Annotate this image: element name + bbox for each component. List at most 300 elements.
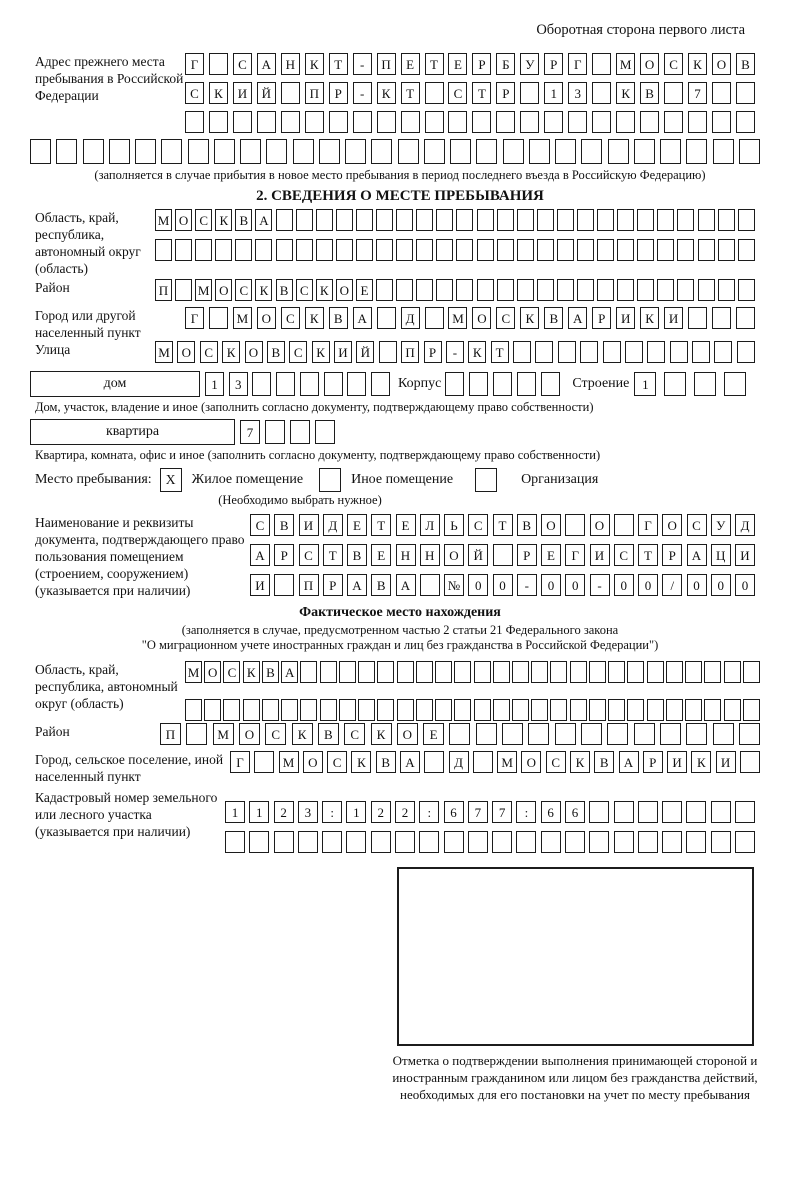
char-cell[interactable]: 0 (541, 574, 561, 596)
char-cell[interactable] (371, 372, 390, 396)
char-cell[interactable] (664, 372, 686, 396)
char-cell[interactable] (290, 420, 310, 444)
char-cell[interactable] (243, 699, 260, 721)
char-cell[interactable] (324, 372, 343, 396)
char-cell[interactable] (276, 372, 295, 396)
char-cell[interactable] (550, 661, 567, 683)
char-cell[interactable] (257, 111, 276, 133)
char-cell[interactable] (281, 111, 300, 133)
char-cell[interactable] (195, 239, 212, 261)
char-cell[interactable] (371, 831, 391, 853)
char-cell[interactable] (240, 139, 261, 164)
char-cell[interactable] (712, 111, 731, 133)
char-cell[interactable] (161, 139, 182, 164)
char-cell[interactable] (531, 699, 548, 721)
char-cell[interactable]: К (688, 53, 707, 75)
char-cell[interactable]: 1 (225, 801, 245, 823)
char-cell[interactable] (358, 699, 375, 721)
char-cell[interactable]: С (200, 341, 218, 363)
char-cell[interactable] (738, 279, 755, 301)
char-cell[interactable]: 2 (274, 801, 294, 823)
char-cell[interactable] (30, 139, 51, 164)
char-cell[interactable]: И (616, 307, 635, 329)
char-cell[interactable]: С (223, 661, 240, 683)
char-cell[interactable] (472, 111, 491, 133)
char-cell[interactable] (597, 209, 614, 231)
char-cell[interactable] (316, 209, 333, 231)
char-cell[interactable]: Р (274, 544, 294, 566)
char-cell[interactable] (647, 341, 665, 363)
char-cell[interactable]: Д (449, 751, 469, 773)
char-cell[interactable]: С (614, 544, 634, 566)
char-cell[interactable] (320, 699, 337, 721)
char-cell[interactable]: О (177, 341, 195, 363)
char-cell[interactable] (300, 661, 317, 683)
char-cell[interactable] (436, 279, 453, 301)
char-cell[interactable] (677, 209, 694, 231)
char-cell[interactable] (724, 699, 741, 721)
char-cell[interactable] (692, 341, 710, 363)
char-cell[interactable]: К (371, 723, 392, 745)
char-cell[interactable] (175, 279, 192, 301)
char-cell[interactable]: 7 (240, 420, 260, 444)
char-cell[interactable] (339, 661, 356, 683)
char-cell[interactable]: С (185, 82, 204, 104)
char-cell[interactable] (473, 751, 493, 773)
char-cell[interactable]: В (318, 723, 339, 745)
char-cell[interactable]: С (296, 279, 313, 301)
char-cell[interactable]: С (687, 514, 707, 536)
char-cell[interactable] (570, 699, 587, 721)
char-cell[interactable]: О (204, 661, 221, 683)
char-cell[interactable]: Г (185, 307, 204, 329)
char-cell[interactable]: К (209, 82, 228, 104)
char-cell[interactable]: К (305, 53, 324, 75)
char-cell[interactable]: О (712, 53, 731, 75)
char-cell[interactable] (558, 341, 576, 363)
char-cell[interactable] (276, 209, 293, 231)
char-cell[interactable] (537, 239, 554, 261)
char-cell[interactable] (580, 341, 598, 363)
char-cell[interactable] (225, 831, 245, 853)
char-cell[interactable]: А (347, 574, 367, 596)
char-cell[interactable]: 0 (565, 574, 585, 596)
char-cell[interactable]: В (274, 514, 294, 536)
char-cell[interactable] (666, 661, 683, 683)
char-cell[interactable] (614, 514, 634, 536)
char-cell[interactable] (517, 279, 534, 301)
char-cell[interactable] (265, 420, 285, 444)
char-cell[interactable]: К (305, 307, 324, 329)
char-cell[interactable]: В (329, 307, 348, 329)
char-cell[interactable] (704, 661, 721, 683)
char-cell[interactable]: С (235, 279, 252, 301)
char-cell[interactable]: И (590, 544, 610, 566)
char-cell[interactable]: 1 (346, 801, 366, 823)
char-cell[interactable]: В (736, 53, 755, 75)
char-cell[interactable]: 1 (205, 372, 224, 396)
char-cell[interactable] (185, 699, 202, 721)
char-cell[interactable]: В (376, 751, 396, 773)
char-cell[interactable] (249, 831, 269, 853)
char-cell[interactable] (662, 831, 682, 853)
char-cell[interactable] (396, 239, 413, 261)
char-cell[interactable] (293, 139, 314, 164)
char-cell[interactable] (512, 699, 529, 721)
char-cell[interactable]: А (257, 53, 276, 75)
char-cell[interactable] (456, 239, 473, 261)
char-cell[interactable]: П (155, 279, 172, 301)
char-cell[interactable]: 6 (541, 801, 561, 823)
char-cell[interactable]: У (520, 53, 539, 75)
char-cell[interactable]: Е (423, 723, 444, 745)
char-cell[interactable]: Е (541, 544, 561, 566)
char-cell[interactable]: Р (592, 307, 611, 329)
char-cell[interactable] (677, 239, 694, 261)
char-cell[interactable] (416, 661, 433, 683)
char-cell[interactable] (513, 341, 531, 363)
char-cell[interactable] (666, 699, 683, 721)
char-cell[interactable] (296, 239, 313, 261)
char-cell[interactable]: Р (517, 544, 537, 566)
char-cell[interactable]: Й (257, 82, 276, 104)
char-cell[interactable] (657, 279, 674, 301)
char-cell[interactable] (416, 279, 433, 301)
char-cell[interactable] (581, 139, 602, 164)
char-cell[interactable] (347, 372, 366, 396)
char-cell[interactable] (517, 372, 536, 396)
char-cell[interactable] (476, 723, 497, 745)
char-cell[interactable] (395, 831, 415, 853)
char-cell[interactable] (188, 139, 209, 164)
char-cell[interactable]: Р (662, 544, 682, 566)
char-cell[interactable] (698, 239, 715, 261)
char-cell[interactable] (581, 723, 602, 745)
char-cell[interactable]: Р (643, 751, 663, 773)
char-cell[interactable] (541, 372, 560, 396)
char-cell[interactable] (186, 723, 207, 745)
char-cell[interactable]: К (215, 209, 232, 231)
char-cell[interactable]: 1 (249, 801, 269, 823)
char-cell[interactable]: В (544, 307, 563, 329)
char-cell[interactable] (377, 661, 394, 683)
char-cell[interactable] (529, 139, 550, 164)
char-cell[interactable] (568, 111, 587, 133)
char-cell[interactable] (469, 372, 488, 396)
char-cell[interactable]: П (160, 723, 181, 745)
char-cell[interactable] (739, 139, 760, 164)
char-cell[interactable] (215, 239, 232, 261)
char-cell[interactable] (397, 661, 414, 683)
char-cell[interactable] (592, 53, 611, 75)
char-cell[interactable]: - (590, 574, 610, 596)
char-cell[interactable]: Р (496, 82, 515, 104)
char-cell[interactable] (209, 53, 228, 75)
char-cell[interactable] (577, 239, 594, 261)
char-cell[interactable]: К (255, 279, 272, 301)
char-cell[interactable]: Е (371, 544, 391, 566)
char-cell[interactable] (647, 661, 664, 683)
char-cell[interactable]: 0 (735, 574, 755, 596)
char-cell[interactable] (589, 661, 606, 683)
char-cell[interactable] (420, 574, 440, 596)
checkbox-zhiloe[interactable]: X (160, 468, 182, 492)
char-cell[interactable]: М (213, 723, 234, 745)
char-cell[interactable]: Т (493, 514, 513, 536)
char-cell[interactable]: К (243, 661, 260, 683)
char-cell[interactable]: - (353, 53, 372, 75)
char-cell[interactable] (425, 82, 444, 104)
char-cell[interactable] (735, 801, 755, 823)
char-cell[interactable] (209, 307, 228, 329)
char-cell[interactable] (396, 209, 413, 231)
char-cell[interactable]: М (448, 307, 467, 329)
char-cell[interactable] (577, 279, 594, 301)
char-cell[interactable]: Л (420, 514, 440, 536)
char-cell[interactable] (718, 239, 735, 261)
char-cell[interactable] (735, 831, 755, 853)
char-cell[interactable] (607, 723, 628, 745)
char-cell[interactable] (214, 139, 235, 164)
char-cell[interactable] (444, 831, 464, 853)
char-cell[interactable] (456, 279, 473, 301)
char-cell[interactable]: Е (401, 53, 420, 75)
char-cell[interactable]: О (245, 341, 263, 363)
char-cell[interactable]: О (175, 209, 192, 231)
char-cell[interactable] (686, 139, 707, 164)
char-cell[interactable] (254, 751, 274, 773)
char-cell[interactable]: К (570, 751, 590, 773)
char-cell[interactable] (300, 699, 317, 721)
char-cell[interactable]: М (155, 341, 173, 363)
char-cell[interactable]: 0 (493, 574, 513, 596)
char-cell[interactable] (565, 831, 585, 853)
char-cell[interactable] (424, 139, 445, 164)
char-cell[interactable] (638, 801, 658, 823)
char-cell[interactable] (685, 661, 702, 683)
char-cell[interactable] (736, 111, 755, 133)
char-cell[interactable] (718, 209, 735, 231)
char-cell[interactable] (496, 111, 515, 133)
char-cell[interactable] (477, 209, 494, 231)
char-cell[interactable] (592, 111, 611, 133)
char-cell[interactable]: С (195, 209, 212, 231)
char-cell[interactable] (436, 239, 453, 261)
char-cell[interactable]: Г (638, 514, 658, 536)
char-cell[interactable] (638, 831, 658, 853)
char-cell[interactable]: И (334, 341, 352, 363)
char-cell[interactable] (544, 111, 563, 133)
char-cell[interactable]: И (716, 751, 736, 773)
char-cell[interactable] (603, 341, 621, 363)
char-cell[interactable] (477, 279, 494, 301)
char-cell[interactable] (255, 239, 272, 261)
char-cell[interactable]: : (322, 801, 342, 823)
char-cell[interactable]: 6 (444, 801, 464, 823)
char-cell[interactable] (456, 209, 473, 231)
char-cell[interactable] (637, 209, 654, 231)
char-cell[interactable]: Ь (444, 514, 464, 536)
char-cell[interactable] (713, 139, 734, 164)
char-cell[interactable]: 7 (688, 82, 707, 104)
char-cell[interactable]: М (233, 307, 252, 329)
char-cell[interactable] (266, 139, 287, 164)
char-cell[interactable] (83, 139, 104, 164)
char-cell[interactable]: Н (281, 53, 300, 75)
char-cell[interactable] (685, 699, 702, 721)
char-cell[interactable]: Р (472, 53, 491, 75)
char-cell[interactable] (664, 82, 683, 104)
char-cell[interactable] (175, 239, 192, 261)
char-cell[interactable] (371, 139, 392, 164)
char-cell[interactable] (416, 209, 433, 231)
char-cell[interactable] (565, 514, 585, 536)
char-cell[interactable] (493, 661, 510, 683)
char-cell[interactable]: О (472, 307, 491, 329)
char-cell[interactable] (557, 239, 574, 261)
char-cell[interactable] (425, 307, 444, 329)
char-cell[interactable] (698, 279, 715, 301)
char-cell[interactable]: Г (565, 544, 585, 566)
char-cell[interactable] (589, 831, 609, 853)
char-cell[interactable] (377, 699, 394, 721)
char-cell[interactable]: В (276, 279, 293, 301)
char-cell[interactable] (135, 139, 156, 164)
char-cell[interactable]: Ц (711, 544, 731, 566)
char-cell[interactable] (435, 661, 452, 683)
char-cell[interactable] (398, 139, 419, 164)
char-cell[interactable]: 3 (229, 372, 248, 396)
char-cell[interactable]: О (444, 544, 464, 566)
char-cell[interactable]: С (289, 341, 307, 363)
char-cell[interactable]: С (496, 307, 515, 329)
char-cell[interactable]: Й (468, 544, 488, 566)
char-cell[interactable] (336, 209, 353, 231)
char-cell[interactable] (492, 831, 512, 853)
char-cell[interactable] (493, 372, 512, 396)
char-cell[interactable] (688, 111, 707, 133)
char-cell[interactable]: К (616, 82, 635, 104)
char-cell[interactable] (537, 209, 554, 231)
char-cell[interactable]: Г (230, 751, 250, 773)
char-cell[interactable] (531, 661, 548, 683)
char-cell[interactable] (520, 82, 539, 104)
char-cell[interactable] (356, 209, 373, 231)
char-cell[interactable] (281, 82, 300, 104)
char-cell[interactable] (616, 111, 635, 133)
char-cell[interactable]: О (521, 751, 541, 773)
char-cell[interactable]: В (640, 82, 659, 104)
char-cell[interactable] (468, 831, 488, 853)
char-cell[interactable]: - (446, 341, 464, 363)
char-cell[interactable] (223, 699, 240, 721)
char-cell[interactable] (502, 723, 523, 745)
char-cell[interactable] (617, 239, 634, 261)
char-cell[interactable]: Р (329, 82, 348, 104)
char-cell[interactable] (316, 239, 333, 261)
char-cell[interactable] (276, 239, 293, 261)
char-cell[interactable]: И (233, 82, 252, 104)
char-cell[interactable]: 0 (468, 574, 488, 596)
char-cell[interactable] (617, 279, 634, 301)
char-cell[interactable] (416, 239, 433, 261)
char-cell[interactable]: 2 (395, 801, 415, 823)
char-cell[interactable] (713, 723, 734, 745)
char-cell[interactable] (535, 341, 553, 363)
char-cell[interactable] (497, 209, 514, 231)
char-cell[interactable] (686, 723, 707, 745)
char-cell[interactable] (476, 139, 497, 164)
char-cell[interactable] (56, 139, 77, 164)
char-cell[interactable]: М (279, 751, 299, 773)
char-cell[interactable] (497, 279, 514, 301)
char-cell[interactable]: Д (323, 514, 343, 536)
char-cell[interactable]: К (312, 341, 330, 363)
char-cell[interactable]: А (353, 307, 372, 329)
char-cell[interactable]: Е (347, 514, 367, 536)
char-cell[interactable]: 0 (711, 574, 731, 596)
char-cell[interactable] (209, 111, 228, 133)
char-cell[interactable]: Т (472, 82, 491, 104)
char-cell[interactable]: С (448, 82, 467, 104)
char-cell[interactable]: С (546, 751, 566, 773)
char-cell[interactable]: Д (401, 307, 420, 329)
char-cell[interactable] (577, 209, 594, 231)
char-cell[interactable] (503, 139, 524, 164)
char-cell[interactable] (445, 372, 464, 396)
char-cell[interactable] (686, 831, 706, 853)
char-cell[interactable]: А (687, 544, 707, 566)
char-cell[interactable]: Г (185, 53, 204, 75)
char-cell[interactable]: А (281, 661, 298, 683)
char-cell[interactable] (557, 209, 574, 231)
char-cell[interactable] (401, 111, 420, 133)
char-cell[interactable]: В (594, 751, 614, 773)
char-cell[interactable] (322, 831, 342, 853)
char-cell[interactable]: К (468, 341, 486, 363)
char-cell[interactable] (688, 307, 707, 329)
char-cell[interactable]: М (195, 279, 212, 301)
char-cell[interactable]: О (541, 514, 561, 536)
char-cell[interactable] (448, 111, 467, 133)
char-cell[interactable] (235, 239, 252, 261)
char-cell[interactable]: 7 (492, 801, 512, 823)
char-cell[interactable] (740, 751, 760, 773)
char-cell[interactable] (670, 341, 688, 363)
char-cell[interactable] (743, 699, 760, 721)
char-cell[interactable]: Т (371, 514, 391, 536)
char-cell[interactable] (537, 279, 554, 301)
char-cell[interactable]: И (250, 574, 270, 596)
char-cell[interactable]: К (292, 723, 313, 745)
char-cell[interactable] (589, 699, 606, 721)
char-cell[interactable] (570, 661, 587, 683)
char-cell[interactable]: О (239, 723, 260, 745)
char-cell[interactable]: Е (356, 279, 373, 301)
char-cell[interactable]: Р (424, 341, 442, 363)
char-cell[interactable]: П (305, 82, 324, 104)
char-cell[interactable] (737, 341, 755, 363)
char-cell[interactable] (377, 307, 396, 329)
char-cell[interactable] (416, 699, 433, 721)
char-cell[interactable]: С (233, 53, 252, 75)
char-cell[interactable] (353, 111, 372, 133)
char-cell[interactable]: Е (448, 53, 467, 75)
char-cell[interactable]: С (250, 514, 270, 536)
char-cell[interactable]: 0 (687, 574, 707, 596)
char-cell[interactable]: О (336, 279, 353, 301)
char-cell[interactable] (724, 372, 746, 396)
